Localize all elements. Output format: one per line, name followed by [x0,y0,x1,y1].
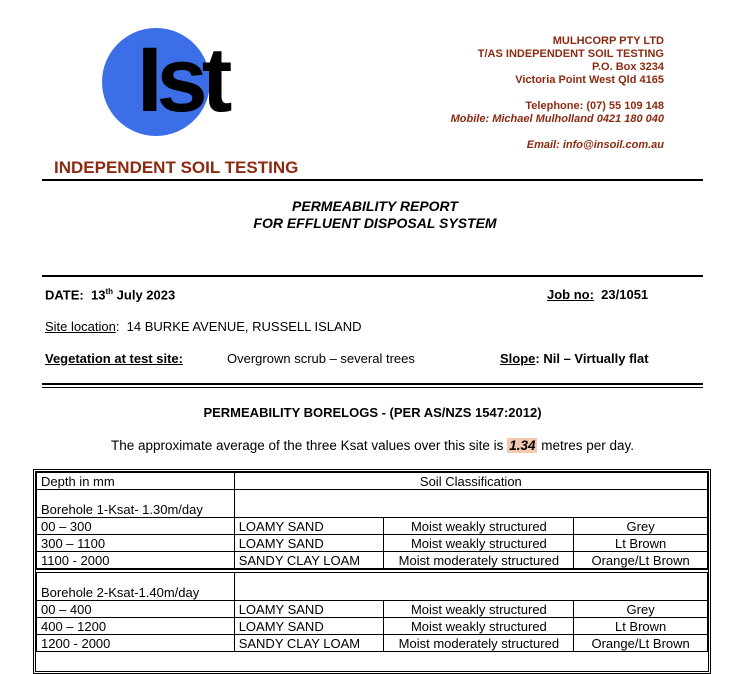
table-cell: 1100 - 2000 [37,552,235,570]
borelogs-title: PERMEABILITY BORELOGS - (PER AS/NZS 1547:2012) [203,405,542,420]
table-cell: Orange/Lt Brown [574,635,708,652]
table-row [37,518,708,535]
company-telephone: Telephone: (07) 55 109 148 [525,100,664,112]
table-cell: 00 – 300 [37,518,235,535]
table-cell: Grey [574,601,708,618]
company-info [451,35,664,152]
borehole-2-label: Borehole 2-Ksat-1.40m/day [37,584,235,601]
table-row [37,635,708,652]
table-cell: SANDY CLAY LOAM [234,635,384,652]
table-cell: LOAMY SAND [234,518,384,535]
table-row [37,618,708,635]
table-cell: Moist weakly structured [384,618,574,635]
table-row [37,601,708,618]
col-depth-header: Depth in mm [37,473,235,490]
date-field: DATE: 13th July 2023 [45,287,176,303]
brand-name: INDEPENDENT SOIL TESTING [54,158,299,177]
borelog-table [36,472,708,652]
job-number: Job no: 23/1051 [547,287,649,302]
table-cell: Lt Brown [574,618,708,635]
table-cell: Lt Brown [574,535,708,552]
report-title: PERMEABILITY REPORT FOR EFFLUENT DISPOSAL SYSTEM [253,198,497,231]
details-bottom-divider [42,383,703,385]
borehole-1-label: Borehole 1-Ksat- 1.30m/day [37,501,235,518]
table-cell: LOAMY SAND [234,618,384,635]
table-cell: 400 – 1200 [37,618,235,635]
slope-field: Slope: Nil – Virtually flat [500,351,649,366]
table-row [37,552,708,570]
company-address: Victoria Point West Qld 4165 [515,74,664,86]
table-cell: 1200 - 2000 [37,635,235,652]
header-divider [42,179,703,181]
company-po-box: P.O. Box 3234 [592,61,664,73]
table-cell: Moist weakly structured [384,601,574,618]
table-cell: 300 – 1100 [37,535,235,552]
table-cell: LOAMY SAND [234,601,384,618]
col-soil-header: Soil Classification [234,473,707,490]
details-bottom-divider-2 [42,387,703,388]
company-trading-as: T/AS INDEPENDENT SOIL TESTING [477,48,664,60]
table-cell: LOAMY SAND [234,535,384,552]
table-row [37,535,708,552]
company-email[interactable]: Email: info@insoil.com.au [526,139,664,151]
logo-text: Ist [137,29,227,131]
borehole-label-row [37,501,708,518]
average-ksat-sentence: The approximate average of the three Ksat values over this site is 1.34 metres per day. [110,438,635,453]
table-header-row [37,473,708,490]
company-name: MULHCORP PTY LTD [552,35,664,47]
borehole-label-row [37,584,708,601]
table-cell: Orange/Lt Brown [574,552,708,570]
site-location: Site location: 14 BURKE AVENUE, RUSSELL ISLAND [45,319,362,334]
table-cell: Moist weakly structured [384,535,574,552]
table-cell: SANDY CLAY LOAM [234,552,384,570]
vegetation-label: Vegetation at test site: [45,351,183,366]
vegetation-value: Overgrown scrub – several trees [227,351,415,366]
table-cell: Moist weakly structured [384,518,574,535]
company-mobile: Mobile: Michael Mulholland 0421 180 040 [450,113,664,125]
details-top-divider [42,275,703,277]
table-cell: Moist moderately structured [384,635,574,652]
table-cell: Grey [574,518,708,535]
table-cell: 00 – 400 [37,601,235,618]
average-ksat-value: 1.34 [509,438,536,453]
table-cell: Moist moderately structured [384,552,574,570]
